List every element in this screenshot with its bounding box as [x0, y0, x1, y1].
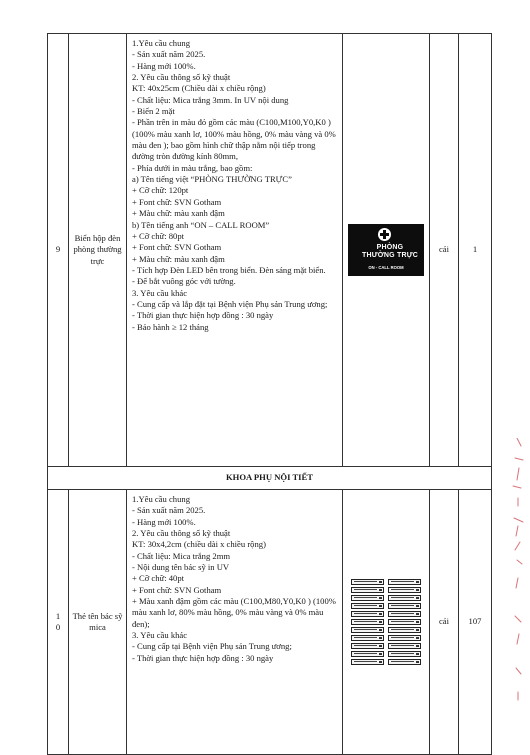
description-line: b) Tên tiếng anh “ON – CALL ROOM”	[132, 219, 270, 230]
description-line: - Tích hợp Đèn LED bên trong biển. Đèn sáng mặt biển.	[132, 264, 326, 275]
item-unit: cái	[430, 34, 459, 467]
description-line: - Biển 2 mặt	[132, 106, 175, 117]
row-number	[48, 490, 69, 755]
description-line: 3. Yêu cầu khác	[132, 287, 188, 298]
description-line: 1.Yêu cầu chung	[132, 38, 190, 48]
description-line: a) Tên tiếng việt “PHÒNG THƯỜNG TRỰC”	[132, 174, 292, 185]
description-line: - Thời gian thực hiện hợp đồng : 30 ngày	[132, 310, 274, 321]
description-line: + Cỡ chữ: 120pt	[132, 185, 189, 196]
description-line: 3. Yêu cầu khác	[132, 630, 188, 641]
description-line: - Cung cấp và lắp đặt tại Bệnh viện Phụ sản Trung ương;	[132, 298, 328, 309]
item-quantity: 107	[459, 490, 492, 755]
section-row	[48, 467, 492, 490]
row-number-top: 1	[55, 610, 61, 621]
name-card-thumbnail	[351, 627, 384, 633]
item-name: Biển hộp đèn phòng thường trực	[69, 34, 127, 467]
item-image-cell	[343, 490, 430, 755]
name-card-thumbnail	[351, 643, 384, 649]
margin-pencil-marks	[509, 438, 527, 718]
description-line: + Font chữ: SVN Gotham	[132, 584, 222, 595]
description-line: 1.Yêu cầu chung	[132, 494, 190, 504]
description-line: + Cỡ chữ: 40pt	[132, 573, 185, 584]
description-line: - Đế bắt vuông góc với tường.	[132, 276, 236, 287]
description-line: KT: 30x4,2cm (chiều dài x chiều rộng)	[132, 539, 266, 550]
name-card-thumbnail	[351, 595, 384, 601]
description-line: KT: 40x25cm (Chiều dài x chiều rộng)	[132, 83, 266, 94]
sign-line-2: THƯỜNG TRỰC	[362, 252, 418, 259]
description-line: + Cỡ chữ: 80pt	[132, 230, 185, 241]
description-line: - Chất liệu: Mica trắng 2mm	[132, 550, 231, 561]
name-card-thumbnail	[351, 611, 384, 617]
name-card-thumbnail	[351, 659, 384, 665]
name-card-thumbnail	[351, 603, 384, 609]
sign-preview-image	[348, 224, 424, 276]
name-card-thumbnail	[388, 611, 421, 617]
description-line: - Thời gian thực hiện hợp đồng : 30 ngày	[132, 652, 274, 663]
description-line: - Phía dưới in màu trắng, bao gồm:	[132, 162, 253, 173]
description-line: - Sản xuất năm 2025.	[132, 49, 206, 60]
name-card-thumbnail	[351, 587, 384, 593]
description-line: - Phần trên in màu đỏ gồm các màu (C100,M100,Y0,K0 ) (100% màu xanh lơ, 100% màu hồng, 0% màu vàng và 0% màu đen ); bao gồm hình chữ thập nằm nội tiếp trong đường tròn đường kính 80mm,	[132, 117, 336, 162]
pencil-marks-drawing	[509, 438, 527, 718]
name-card-thumbnail	[388, 579, 421, 585]
table-row-9	[48, 34, 492, 467]
description-line: - Bảo hành ≥ 12 tháng	[132, 321, 209, 332]
specification-table	[47, 33, 492, 755]
table-row-10	[48, 490, 492, 755]
row-number-bottom: 0	[55, 622, 61, 632]
name-card-thumbnail	[388, 659, 421, 665]
description-line: + Font chữ: SVN Gotham	[132, 242, 222, 253]
name-card-preview-image	[351, 579, 421, 665]
name-card-thumbnail	[388, 619, 421, 625]
sign-line-1: PHÒNG	[376, 244, 404, 251]
name-card-thumbnail	[388, 635, 421, 641]
medical-cross-icon	[378, 228, 391, 241]
description-line: + Màu chữ: màu xanh đậm	[132, 253, 225, 264]
name-card-thumbnail	[388, 643, 421, 649]
description-line: - Chất liệu: Mica trắng 3mm. In UV nội dung	[132, 94, 289, 105]
name-card-thumbnail	[351, 579, 384, 585]
description-line: + Màu xanh đậm gồm các màu (C100,M80,Y0,K0 ) (100% màu xanh lơ, 80% màu hồng, 0% màu vàng và 0% màu đen);	[132, 596, 336, 629]
item-quantity: 1	[459, 34, 492, 467]
name-card-thumbnail	[388, 651, 421, 657]
name-card-thumbnail	[351, 651, 384, 657]
description-line: - Hàng mới 100%.	[132, 60, 196, 71]
section-title: KHOA PHỤ NỘI TIẾT	[48, 467, 492, 490]
description-line: + Màu chữ: màu xanh đậm	[132, 208, 225, 219]
name-card-thumbnail	[388, 603, 421, 609]
name-card-thumbnail	[388, 587, 421, 593]
item-name: Thẻ tên bác sỹ mica	[69, 490, 127, 755]
item-unit: cái	[430, 490, 459, 755]
name-card-thumbnail	[351, 635, 384, 641]
name-card-thumbnail	[388, 627, 421, 633]
item-description	[127, 490, 343, 755]
description-line: - Nội dung tên bác sỹ in UV	[132, 562, 230, 573]
name-card-thumbnail	[388, 595, 421, 601]
sign-english-title: ON - CALL ROOM	[368, 265, 404, 270]
description-line: - Hàng mới 100%.	[132, 516, 196, 527]
description-line: 2. Yêu cầu thông số kỹ thuật	[132, 528, 231, 539]
row-number: 9	[48, 34, 69, 467]
description-line: + Font chữ: SVN Gotham	[132, 196, 222, 207]
description-lines	[132, 494, 338, 664]
description-line: - Sản xuất năm 2025.	[132, 505, 206, 516]
description-line: 2. Yêu cầu thông số kỹ thuật	[132, 72, 231, 83]
description-line: - Cung cấp tại Bệnh viện Phụ sản Trung ương;	[132, 641, 292, 652]
description-lines	[132, 38, 338, 333]
sign-vietnamese-title	[350, 244, 424, 260]
item-image-cell	[343, 34, 430, 467]
item-description	[127, 34, 343, 467]
name-card-thumbnail	[351, 619, 384, 625]
